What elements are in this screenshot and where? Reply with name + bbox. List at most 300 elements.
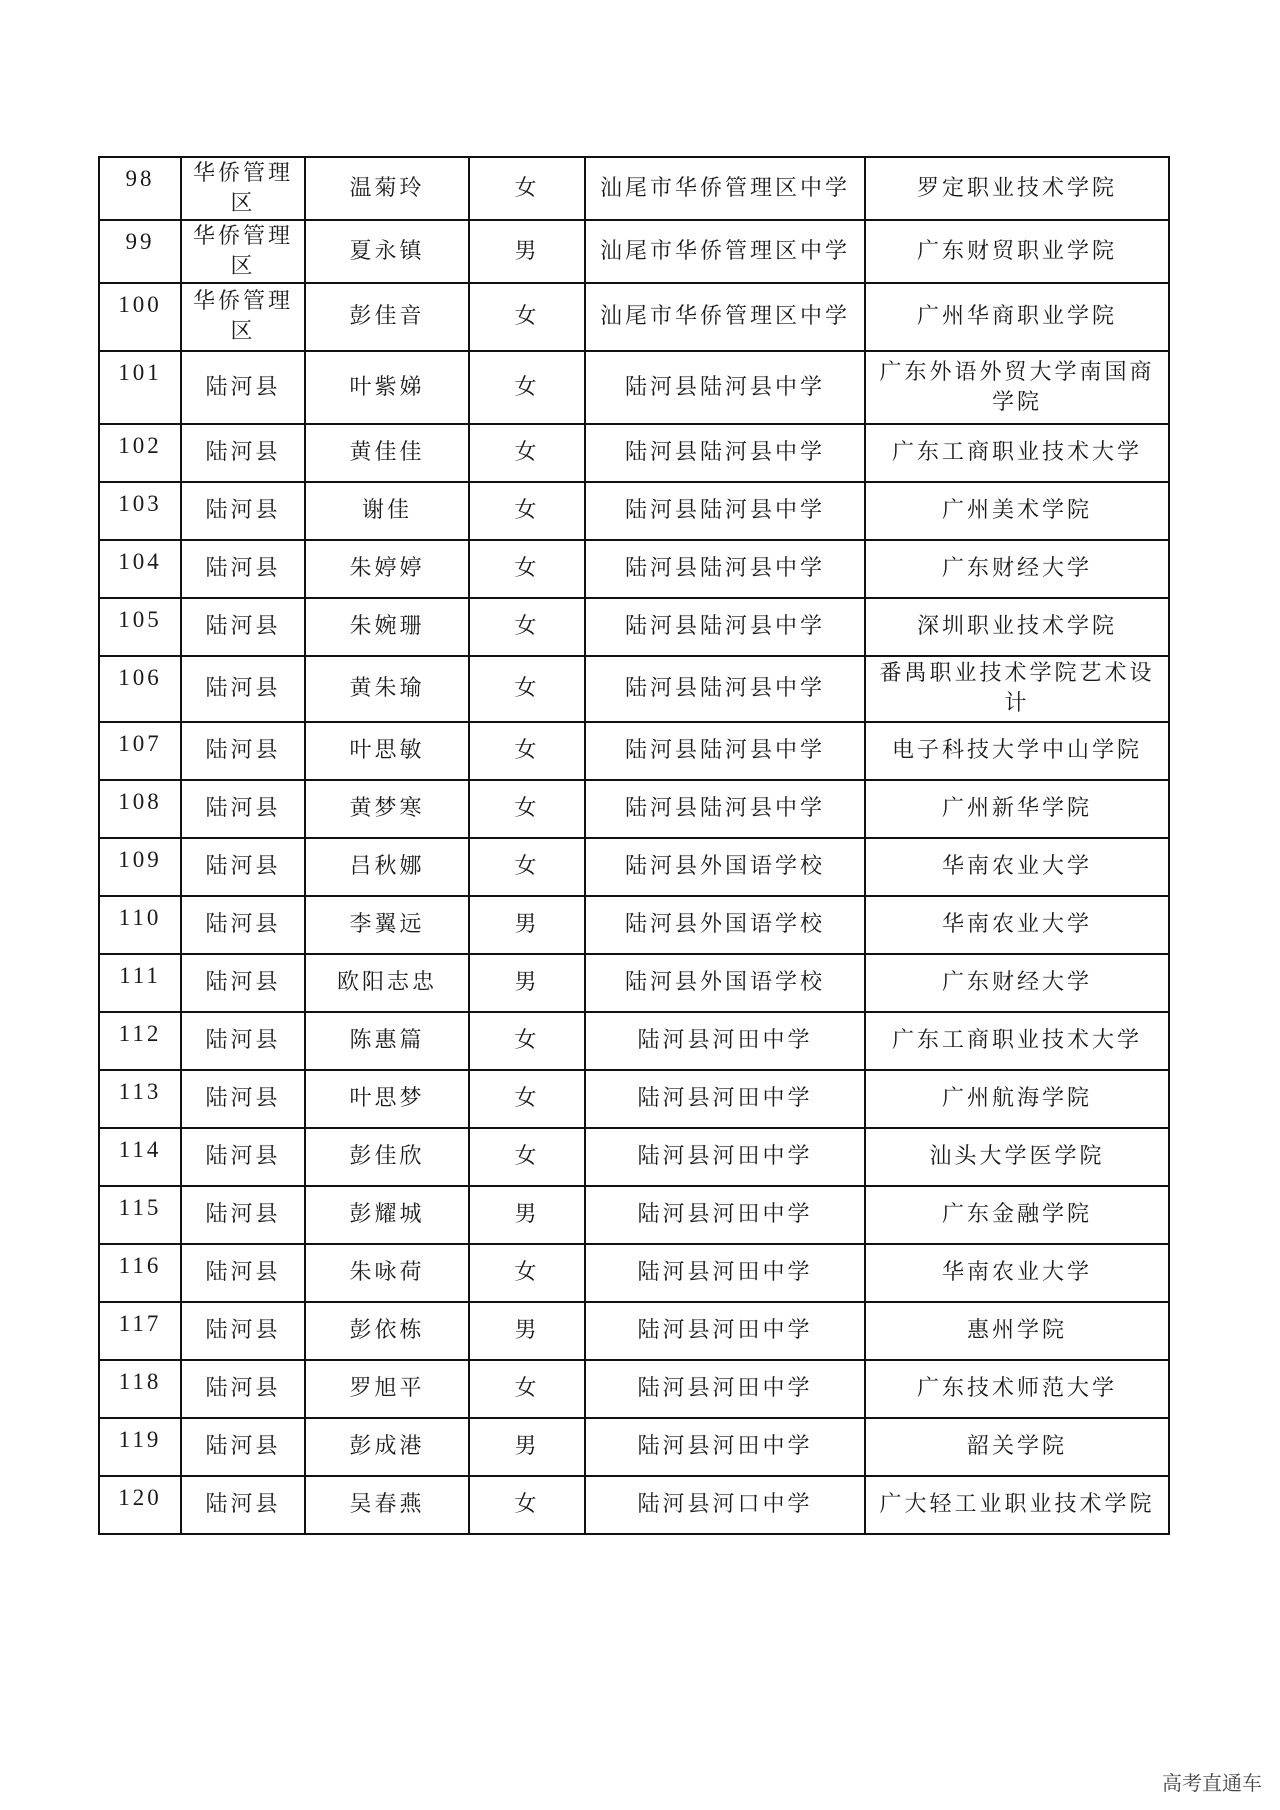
cell-school	[585, 954, 865, 1012]
cell-gender-text: 女	[514, 556, 540, 581]
cell-college-text: 罗定职业技术学院	[916, 175, 1117, 201]
cell-student-name-text: 朱婷婷	[349, 556, 425, 581]
cell-student-name-text: 吴春燕	[349, 1492, 425, 1517]
cell-school	[585, 598, 865, 656]
cell-student-name-text: 叶紫娣	[349, 374, 425, 400]
cell-number	[99, 1476, 181, 1534]
cell-gender	[469, 1244, 585, 1302]
cell-school	[585, 722, 865, 780]
cell-gender-text: 男	[514, 1202, 540, 1227]
watermark: 高考直通车	[1162, 1771, 1262, 1795]
cell-school-text: 陆河县河田中学	[637, 1434, 813, 1459]
cell-number	[99, 722, 181, 780]
cell-region-text: 陆河县	[205, 854, 281, 879]
cell-region-text: 陆河县	[205, 1318, 281, 1343]
cell-college-text: 广东金融学院	[941, 1202, 1092, 1227]
cell-number	[99, 598, 181, 656]
table-row	[99, 424, 1169, 482]
cell-gender	[469, 1128, 585, 1186]
cell-student-name	[305, 1128, 469, 1186]
cell-number	[99, 838, 181, 896]
cell-student-name	[305, 220, 469, 283]
cell-region	[181, 351, 305, 424]
cell-student-name	[305, 598, 469, 656]
cell-number	[99, 1418, 181, 1476]
cell-school	[585, 780, 865, 838]
cell-college	[865, 157, 1169, 220]
cell-student-name	[305, 1360, 469, 1418]
cell-number-text: 100	[118, 292, 162, 317]
cell-region-text: 华侨管理区	[192, 223, 293, 279]
cell-college-text: 华南农业大学	[941, 854, 1092, 879]
cell-student-name	[305, 1302, 469, 1360]
cell-school-text: 陆河县河田中学	[637, 1086, 813, 1111]
cell-college	[865, 722, 1169, 780]
cell-college-text: 汕头大学医学院	[929, 1144, 1105, 1169]
table-row	[99, 1244, 1169, 1302]
cell-school	[585, 424, 865, 482]
cell-gender	[469, 1476, 585, 1534]
cell-region	[181, 896, 305, 954]
table-row	[99, 482, 1169, 540]
cell-student-name	[305, 482, 469, 540]
cell-college	[865, 1186, 1169, 1244]
cell-student-name-text: 谢佳	[361, 498, 412, 523]
cell-student-name	[305, 157, 469, 220]
cell-region-text: 陆河县	[205, 1202, 281, 1227]
cell-student-name-text: 朱婉珊	[349, 614, 425, 639]
cell-college	[865, 424, 1169, 482]
cell-student-name-text: 温菊玲	[349, 175, 425, 201]
cell-student-name	[305, 540, 469, 598]
cell-number	[99, 220, 181, 283]
cell-number-text: 102	[118, 433, 162, 458]
cell-number	[99, 1244, 181, 1302]
cell-school	[585, 351, 865, 424]
cell-student-name-text: 彭佳音	[349, 304, 425, 329]
cell-college-text: 韶关学院	[966, 1434, 1067, 1459]
cell-region-text: 陆河县	[205, 1434, 281, 1459]
cell-student-name-text: 陈惠篇	[349, 1028, 425, 1053]
cell-region-text: 陆河县	[205, 1376, 281, 1401]
cell-school-text: 陆河县河田中学	[637, 1144, 813, 1169]
cell-region	[181, 1418, 305, 1476]
cell-gender-text: 女	[514, 738, 540, 763]
cell-school-text: 汕尾市华侨管理区中学	[599, 238, 850, 264]
cell-college	[865, 1418, 1169, 1476]
cell-college	[865, 954, 1169, 1012]
cell-region	[181, 598, 305, 656]
cell-number-text: 106	[118, 665, 162, 690]
cell-number-text: 99	[125, 229, 155, 254]
cell-region-text: 陆河县	[205, 970, 281, 995]
cell-number-text: 109	[118, 847, 162, 872]
cell-gender-text: 女	[514, 374, 540, 400]
cell-student-name	[305, 780, 469, 838]
cell-number	[99, 351, 181, 424]
cell-school	[585, 1070, 865, 1128]
cell-number-text: 101	[118, 360, 162, 385]
cell-school-text: 陆河县河口中学	[637, 1492, 813, 1517]
cell-student-name	[305, 1186, 469, 1244]
cell-number-text: 120	[118, 1485, 162, 1510]
cell-region	[181, 1360, 305, 1418]
cell-number	[99, 1070, 181, 1128]
cell-gender	[469, 482, 585, 540]
cell-college-text: 广州航海学院	[941, 1086, 1092, 1111]
cell-college	[865, 351, 1169, 424]
table-row	[99, 351, 1169, 424]
cell-region-text: 陆河县	[205, 1492, 281, 1517]
cell-region-text: 陆河县	[205, 498, 281, 523]
cell-school-text: 陆河县陆河县中学	[624, 374, 825, 400]
cell-college-text: 惠州学院	[966, 1318, 1067, 1343]
cell-region	[181, 220, 305, 283]
table-row	[99, 896, 1169, 954]
table-row	[99, 1476, 1169, 1534]
cell-number-text: 115	[118, 1195, 162, 1220]
cell-region	[181, 780, 305, 838]
cell-school-text: 汕尾市华侨管理区中学	[599, 175, 850, 201]
table-row	[99, 1302, 1169, 1360]
cell-college-text: 广东工商职业技术大学	[891, 1028, 1142, 1053]
cell-gender-text: 女	[514, 1086, 540, 1111]
cell-student-name	[305, 283, 469, 351]
cell-gender	[469, 722, 585, 780]
cell-number	[99, 540, 181, 598]
cell-student-name-text: 彭耀城	[349, 1202, 425, 1227]
cell-college	[865, 1012, 1169, 1070]
cell-number-text: 105	[118, 607, 162, 632]
cell-school-text: 陆河县河田中学	[637, 1028, 813, 1053]
cell-number	[99, 1186, 181, 1244]
cell-gender-text: 女	[514, 1376, 540, 1401]
cell-gender	[469, 424, 585, 482]
cell-gender	[469, 157, 585, 220]
student-table	[98, 156, 1170, 1535]
cell-gender-text: 女	[514, 1144, 540, 1169]
cell-number	[99, 954, 181, 1012]
cell-number-text: 117	[118, 1311, 162, 1336]
table-row	[99, 954, 1169, 1012]
cell-number	[99, 482, 181, 540]
cell-gender	[469, 540, 585, 598]
cell-gender-text: 女	[514, 796, 540, 821]
cell-gender-text: 男	[514, 1434, 540, 1459]
cell-school-text: 陆河县陆河县中学	[624, 614, 825, 639]
cell-student-name-text: 叶思梦	[349, 1086, 425, 1111]
cell-number	[99, 1360, 181, 1418]
cell-gender-text: 女	[514, 1492, 540, 1517]
cell-region	[181, 954, 305, 1012]
cell-student-name-text: 黄佳佳	[349, 440, 425, 465]
table-row	[99, 1360, 1169, 1418]
table-row	[99, 283, 1169, 351]
cell-student-name-text: 欧阳志忠	[336, 970, 437, 995]
cell-gender-text: 女	[514, 614, 540, 639]
cell-region	[181, 656, 305, 722]
cell-number-text: 108	[118, 789, 162, 814]
cell-college	[865, 598, 1169, 656]
cell-school-text: 汕尾市华侨管理区中学	[599, 304, 850, 329]
cell-student-name	[305, 722, 469, 780]
cell-region-text: 华侨管理区	[192, 160, 293, 216]
cell-student-name	[305, 954, 469, 1012]
cell-school	[585, 838, 865, 896]
cell-region-text: 陆河县	[205, 1260, 281, 1285]
cell-number	[99, 157, 181, 220]
cell-region-text: 陆河县	[205, 1086, 281, 1111]
table-row	[99, 722, 1169, 780]
cell-region-text: 陆河县	[205, 556, 281, 581]
cell-region-text: 陆河县	[205, 738, 281, 763]
cell-school	[585, 482, 865, 540]
cell-college-text: 广东工商职业技术大学	[891, 440, 1142, 465]
table-row	[99, 598, 1169, 656]
cell-number-text: 107	[118, 731, 162, 756]
cell-college	[865, 838, 1169, 896]
cell-student-name-text: 罗旭平	[349, 1376, 425, 1401]
cell-region-text: 陆河县	[205, 1028, 281, 1053]
cell-school-text: 陆河县陆河县中学	[624, 676, 825, 701]
cell-college-text: 广东财贸职业学院	[916, 238, 1117, 264]
cell-college-text: 广州华商职业学院	[916, 304, 1117, 329]
cell-region	[181, 838, 305, 896]
cell-number	[99, 424, 181, 482]
cell-region-text: 陆河县	[205, 614, 281, 639]
cell-college	[865, 780, 1169, 838]
cell-college-text: 华南农业大学	[941, 912, 1092, 937]
cell-student-name-text: 彭依栋	[349, 1318, 425, 1343]
cell-region	[181, 283, 305, 351]
cell-school	[585, 1302, 865, 1360]
cell-number-text: 114	[118, 1137, 162, 1162]
cell-school-text: 陆河县外国语学校	[624, 854, 825, 879]
cell-gender	[469, 283, 585, 351]
cell-college-text: 华南农业大学	[941, 1260, 1092, 1285]
cell-school-text: 陆河县河田中学	[637, 1376, 813, 1401]
cell-school-text: 陆河县陆河县中学	[624, 556, 825, 581]
cell-region	[181, 1012, 305, 1070]
cell-student-name	[305, 1476, 469, 1534]
cell-gender-text: 女	[514, 676, 540, 701]
cell-student-name	[305, 424, 469, 482]
cell-school-text: 陆河县陆河县中学	[624, 796, 825, 821]
cell-gender-text: 男	[514, 912, 540, 937]
cell-college	[865, 1476, 1169, 1534]
cell-gender	[469, 598, 585, 656]
cell-region-text: 华侨管理区	[192, 289, 293, 344]
cell-region-text: 陆河县	[205, 374, 281, 400]
cell-student-name-text: 朱咏荷	[349, 1260, 425, 1285]
cell-gender	[469, 780, 585, 838]
cell-college-text: 广大轻工业职业技术学院	[879, 1492, 1155, 1517]
cell-college-text: 广东财经大学	[941, 970, 1092, 995]
cell-school-text: 陆河县河田中学	[637, 1202, 813, 1227]
cell-region	[181, 157, 305, 220]
table-row	[99, 780, 1169, 838]
cell-student-name-text: 黄朱瑜	[349, 676, 425, 701]
cell-number-text: 104	[118, 549, 162, 574]
cell-gender-text: 女	[514, 440, 540, 465]
cell-gender	[469, 1360, 585, 1418]
cell-gender	[469, 1012, 585, 1070]
cell-student-name	[305, 1244, 469, 1302]
cell-college-text: 广州新华学院	[941, 796, 1092, 821]
cell-college	[865, 1128, 1169, 1186]
cell-college	[865, 896, 1169, 954]
cell-school	[585, 1360, 865, 1418]
cell-college	[865, 1244, 1169, 1302]
cell-number	[99, 1128, 181, 1186]
cell-region-text: 陆河县	[205, 912, 281, 937]
table-row	[99, 1128, 1169, 1186]
cell-region	[181, 482, 305, 540]
cell-gender	[469, 1302, 585, 1360]
cell-school	[585, 1128, 865, 1186]
cell-student-name	[305, 1070, 469, 1128]
cell-college	[865, 1070, 1169, 1128]
cell-number	[99, 283, 181, 351]
cell-student-name	[305, 1012, 469, 1070]
cell-school-text: 陆河县河田中学	[637, 1318, 813, 1343]
cell-region	[181, 1302, 305, 1360]
cell-school	[585, 896, 865, 954]
cell-student-name	[305, 351, 469, 424]
cell-student-name	[305, 838, 469, 896]
cell-gender-text: 男	[514, 1318, 540, 1343]
cell-school-text: 陆河县陆河县中学	[624, 738, 825, 763]
cell-gender	[469, 351, 585, 424]
student-table-container	[98, 156, 1170, 1535]
cell-region-text: 陆河县	[205, 796, 281, 821]
cell-gender-text: 男	[514, 238, 540, 264]
cell-college	[865, 220, 1169, 283]
cell-student-name-text: 黄梦寒	[349, 796, 425, 821]
cell-gender	[469, 838, 585, 896]
cell-region	[181, 722, 305, 780]
cell-number-text: 98	[125, 166, 155, 191]
cell-school	[585, 283, 865, 351]
cell-region-text: 陆河县	[205, 1144, 281, 1169]
cell-number-text: 113	[118, 1079, 162, 1104]
cell-region	[181, 1070, 305, 1128]
cell-gender	[469, 220, 585, 283]
cell-college-text: 深圳职业技术学院	[916, 614, 1117, 639]
cell-student-name-text: 李翼远	[349, 912, 425, 937]
cell-number-text: 118	[118, 1369, 162, 1394]
table-row	[99, 838, 1169, 896]
cell-number-text: 116	[118, 1253, 162, 1278]
cell-school	[585, 1418, 865, 1476]
cell-college-text: 番禺职业技术学院艺术设计	[879, 661, 1155, 716]
cell-number	[99, 896, 181, 954]
cell-gender-text: 女	[514, 1260, 540, 1285]
cell-student-name-text: 夏永镇	[349, 238, 425, 264]
cell-gender-text: 女	[514, 498, 540, 523]
cell-school	[585, 157, 865, 220]
cell-region	[181, 1186, 305, 1244]
table-row	[99, 1186, 1169, 1244]
cell-gender	[469, 1418, 585, 1476]
cell-number-text: 111	[119, 963, 161, 988]
cell-school-text: 陆河县陆河县中学	[624, 440, 825, 465]
cell-college	[865, 283, 1169, 351]
cell-student-name-text: 彭成港	[349, 1434, 425, 1459]
cell-number	[99, 1302, 181, 1360]
cell-number	[99, 780, 181, 838]
cell-gender	[469, 954, 585, 1012]
table-row	[99, 157, 1169, 220]
cell-college-text: 广东外语外贸大学南国商学院	[879, 359, 1155, 415]
cell-gender-text: 女	[514, 854, 540, 879]
cell-student-name	[305, 896, 469, 954]
cell-school	[585, 540, 865, 598]
table-row	[99, 220, 1169, 283]
cell-college-text: 广东技术师范大学	[916, 1376, 1117, 1401]
cell-college	[865, 656, 1169, 722]
cell-student-name	[305, 1418, 469, 1476]
cell-college	[865, 482, 1169, 540]
table-row	[99, 1012, 1169, 1070]
cell-college-text: 广州美术学院	[941, 498, 1092, 523]
cell-number-text: 119	[118, 1427, 162, 1452]
cell-region	[181, 1128, 305, 1186]
cell-number-text: 112	[118, 1021, 162, 1046]
cell-number-text: 110	[118, 905, 162, 930]
cell-school	[585, 1476, 865, 1534]
cell-college-text: 广东财经大学	[941, 556, 1092, 581]
cell-region	[181, 424, 305, 482]
cell-school	[585, 656, 865, 722]
cell-student-name-text: 叶思敏	[349, 738, 425, 763]
table-row	[99, 1070, 1169, 1128]
cell-school	[585, 1186, 865, 1244]
cell-gender	[469, 896, 585, 954]
cell-school-text: 陆河县外国语学校	[624, 912, 825, 937]
cell-region	[181, 1476, 305, 1534]
cell-number	[99, 1012, 181, 1070]
cell-number	[99, 656, 181, 722]
cell-region-text: 陆河县	[205, 676, 281, 701]
cell-gender	[469, 1186, 585, 1244]
cell-region	[181, 1244, 305, 1302]
cell-school-text: 陆河县河田中学	[637, 1260, 813, 1285]
table-row	[99, 656, 1169, 722]
cell-gender-text: 女	[514, 304, 540, 329]
cell-school-text: 陆河县外国语学校	[624, 970, 825, 995]
cell-school	[585, 1244, 865, 1302]
cell-gender	[469, 1070, 585, 1128]
cell-college-text: 电子科技大学中山学院	[891, 738, 1142, 763]
cell-student-name-text: 吕秋娜	[349, 854, 425, 879]
cell-college	[865, 540, 1169, 598]
table-row	[99, 540, 1169, 598]
cell-college	[865, 1360, 1169, 1418]
table-body	[99, 157, 1169, 1534]
cell-student-name	[305, 656, 469, 722]
cell-school	[585, 1012, 865, 1070]
cell-region	[181, 540, 305, 598]
cell-school	[585, 220, 865, 283]
cell-college	[865, 1302, 1169, 1360]
cell-gender	[469, 656, 585, 722]
cell-region-text: 陆河县	[205, 440, 281, 465]
cell-student-name-text: 彭佳欣	[349, 1144, 425, 1169]
cell-gender-text: 女	[514, 175, 540, 201]
table-row	[99, 1418, 1169, 1476]
cell-gender-text: 女	[514, 1028, 540, 1053]
